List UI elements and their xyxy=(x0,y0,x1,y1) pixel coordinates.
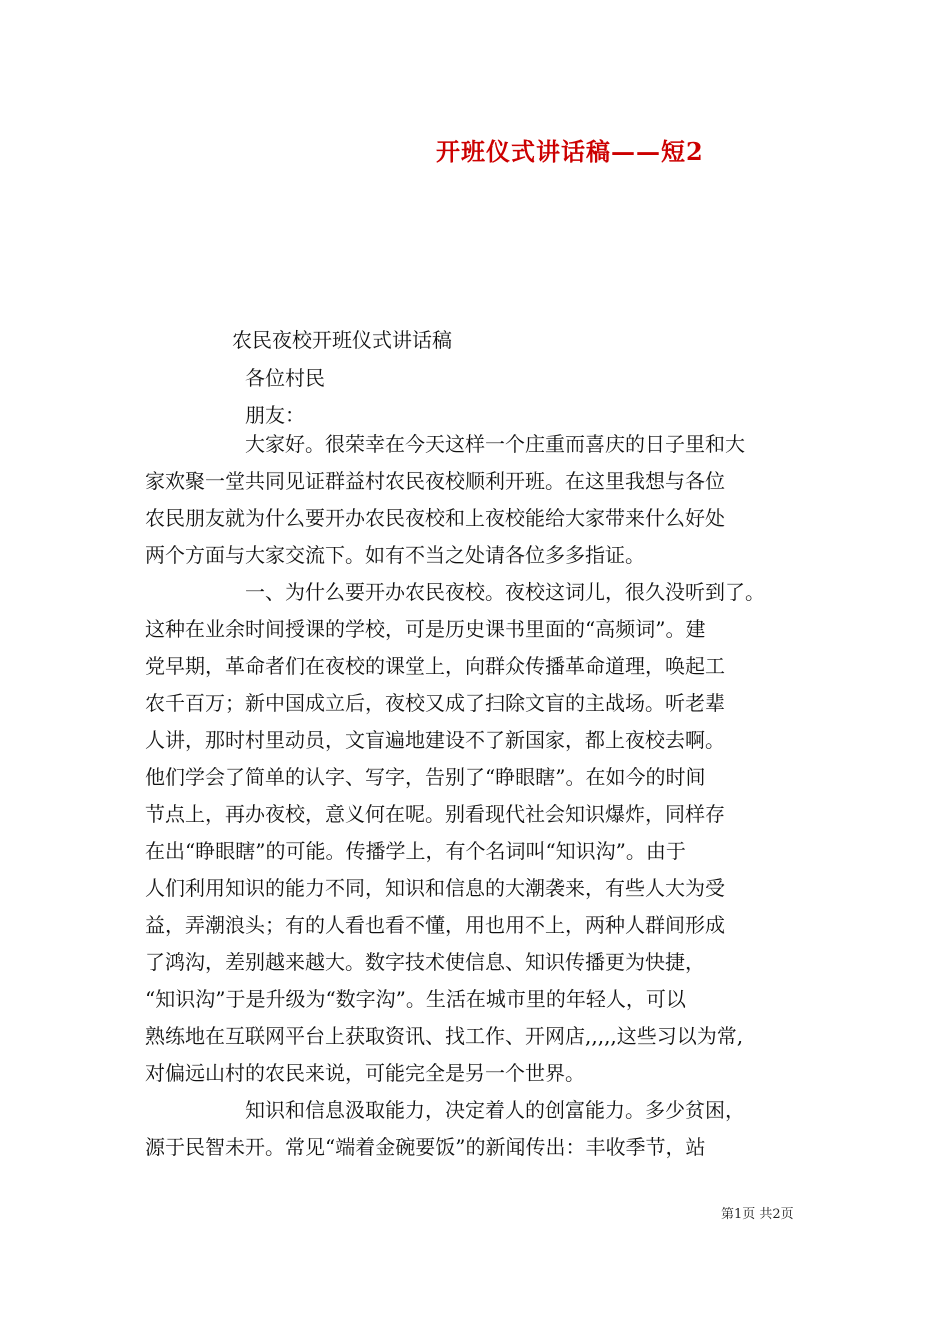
paragraph-line: 熟练地在互联网平台上获取资讯、找工作、开网店,,,,,这些习以为常, xyxy=(145,1024,744,1048)
salutation-villagers: 各位村民 xyxy=(245,366,325,390)
speech-heading: 农民夜校开班仪式讲话稿 xyxy=(232,328,452,352)
paragraph-line: 党早期，革命者们在夜校的课堂上，向群众传播革命道理，唤起工 xyxy=(145,654,725,678)
paragraph-line: 这种在业余时间授课的学校，可是历史课书里面的“高频词”。建 xyxy=(145,617,706,641)
paragraph-line: 在出“睁眼瞎”的可能。传播学上，有个名词叫“知识沟”。由于 xyxy=(145,839,686,863)
paragraph-line: 知识和信息汲取能力，决定着人的创富能力。多少贫困， xyxy=(245,1098,745,1122)
paragraph-line: “知识沟”于是升级为“数字沟”。生活在城市里的年轻人，可以 xyxy=(145,987,686,1011)
paragraph-line: 了鸿沟，差别越来越大。数字技术使信息、知识传播更为快捷， xyxy=(145,950,705,974)
document-title: 开班仪式讲话稿——短2 xyxy=(436,137,704,166)
paragraph-line: 农民朋友就为什么要开办农民夜校和上夜校能给大家带来什么好处 xyxy=(145,506,725,530)
page-footer: 第1页 共2页 xyxy=(721,1207,794,1222)
salutation-friends: 朋友： xyxy=(245,403,305,427)
paragraph-line: 农千百万；新中国成立后，夜校又成了扫除文盲的主战场。听老辈 xyxy=(145,691,725,715)
paragraph-line: 源于民智未开。常见“端着金碗要饭”的新闻传出：丰收季节，站 xyxy=(145,1135,706,1159)
paragraph-line: 他们学会了简单的认字、写字，告别了“睁眼瞎”。在如今的时间 xyxy=(145,765,706,789)
paragraph-line: 对偏远山村的农民来说，可能完全是另一个世界。 xyxy=(145,1061,585,1085)
paragraph-line: 大家好。很荣幸在今天这样一个庄重而喜庆的日子里和大 xyxy=(245,432,745,456)
paragraph-line: 人讲，那时村里动员，文盲遍地建设不了新国家，都上夜校去啊。 xyxy=(145,728,725,752)
paragraph-line: 一、为什么要开办农民夜校。夜校这词儿，很久没听到了。 xyxy=(245,580,765,604)
paragraph-line: 家欢聚一堂共同见证群益村农民夜校顺利开班。在这里我想与各位 xyxy=(145,469,725,493)
document-body xyxy=(145,426,807,1166)
paragraph-line: 两个方面与大家交流下。如有不当之处请各位多多指证。 xyxy=(145,543,645,567)
paragraph-line: 人们利用知识的能力不同，知识和信息的大潮袭来，有些人大为受 xyxy=(145,876,725,900)
paragraph-line: 节点上，再办夜校，意义何在呢。别看现代社会知识爆炸，同样存 xyxy=(145,802,725,826)
paragraph-line: 益，弄潮浪头；有的人看也看不懂，用也用不上，两种人群间形成 xyxy=(145,913,725,937)
